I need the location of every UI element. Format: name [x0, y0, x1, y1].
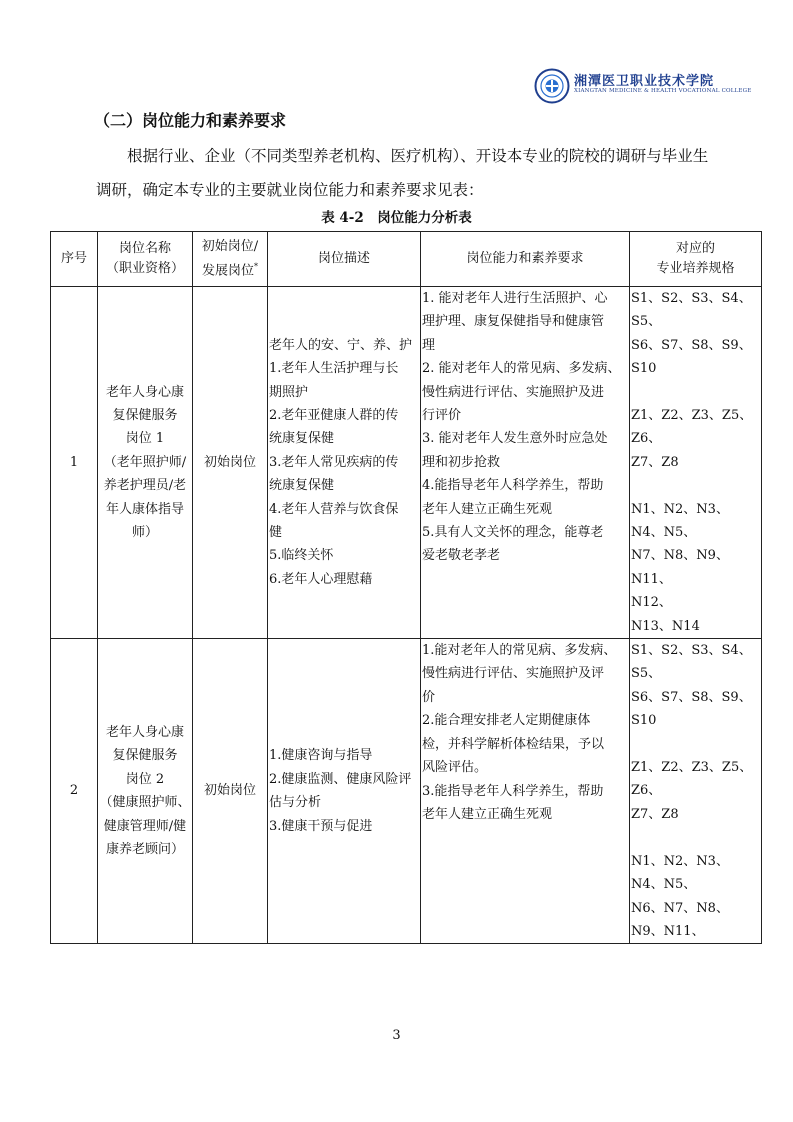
logo-chinese-name: 湘潭医卫职业技术学院: [574, 74, 715, 89]
table-row: [51, 287, 762, 639]
ability-requirements: 1. 能对老年人进行生活照护、心 理护理、康复保健指导和健康管 理 2. 能对老年人的常见病、多发病、 慢性病进行评估、实施照护及进 行评价 3. 能对老年人发生意外时应急处 理和初步抢救 4.能指导老年人科学养生，帮助 老年人建立正确生死观 5.具有人文关怀的理念，能尊老 爱老敬老孝老: [421, 287, 630, 639]
logo-english-name: XIANGTAN MEDICINE & HEALTH VOCATIONAL COLLEGE: [574, 88, 752, 94]
position-ability-table: [50, 231, 762, 944]
page-number: 3: [392, 1028, 401, 1043]
college-seal-icon: [534, 68, 570, 104]
header-desc: 岗位描述: [268, 232, 421, 287]
training-specifications: S1、S2、S3、S4、S5、 S6、S7、S8、S9、S10 Z1、Z2、Z3、Z5、Z6、 Z7、Z8 N1、N2、N3、N4、N5、 N7、N8、N9、N11、 N12、 N13、N14: [630, 287, 762, 639]
header-req: 岗位能力和素养要求: [421, 232, 630, 287]
header-no: 序号: [51, 232, 98, 287]
row-number: 1: [51, 287, 98, 639]
header-type: 初始岗位/ 发展岗位*: [193, 232, 268, 287]
training-specifications: S1、S2、S3、S4、S5、 S6、S7、S8、S9、S10 Z1、Z2、Z3、Z5、Z6、 Z7、Z8 N1、N2、N3、N4、N5、 N6、N7、N8、N9、N11、: [630, 639, 762, 944]
position-type: 初始岗位: [193, 639, 268, 944]
table-caption: 表 4-2 岗位能力分析表: [321, 210, 472, 226]
row-number: 2: [51, 639, 98, 944]
position-name: 老年人身心康 复保健服务 岗位 1 （老年照护师/ 养老护理员/老 年人康体指导 师）: [98, 287, 193, 639]
header-name: 岗位名称 （职业资格）: [98, 232, 193, 287]
section-title: （二）岗位能力和素养要求: [94, 111, 287, 130]
table-row: [51, 639, 762, 944]
intro-paragraph: 根据行业、企业（不同类型养老机构、医疗机构）、开设本专业的院校的调研与毕业生调研，确定本专业的主要就业岗位能力和素养要求见表：: [96, 147, 709, 199]
header-spec: 对应的 专业培养规格: [630, 232, 762, 287]
college-logo: [534, 64, 752, 108]
ability-requirements: 1.能对老年人的常见病、多发病、 慢性病进行评估、实施照护及评 价 2.能合理安排老人定期健康体 检，并科学解析体检结果，予以 风险评估。 3.能指导老年人科学养生，帮助 老年人建立正确生死观: [421, 639, 630, 944]
table-header-row: [51, 232, 762, 287]
position-type: 初始岗位: [193, 287, 268, 639]
position-name: 老年人身心康 复保健服务 岗位 2 （健康照护师、 健康管理师/健 康养老顾问）: [98, 639, 193, 944]
position-description: 1.健康咨询与指导 2.健康监测、健康风险评 估与分析 3.健康干预与促进: [268, 639, 421, 944]
position-description: 老年人的安、宁、养、护 1.老年人生活护理与长 期照护 2.老年亚健康人群的传 统康复保健 3.老年人常见疾病的传 统康复保健 4.老年人营养与饮食保 健 5.临终关怀 6.老年人心理慰藉: [268, 287, 421, 639]
